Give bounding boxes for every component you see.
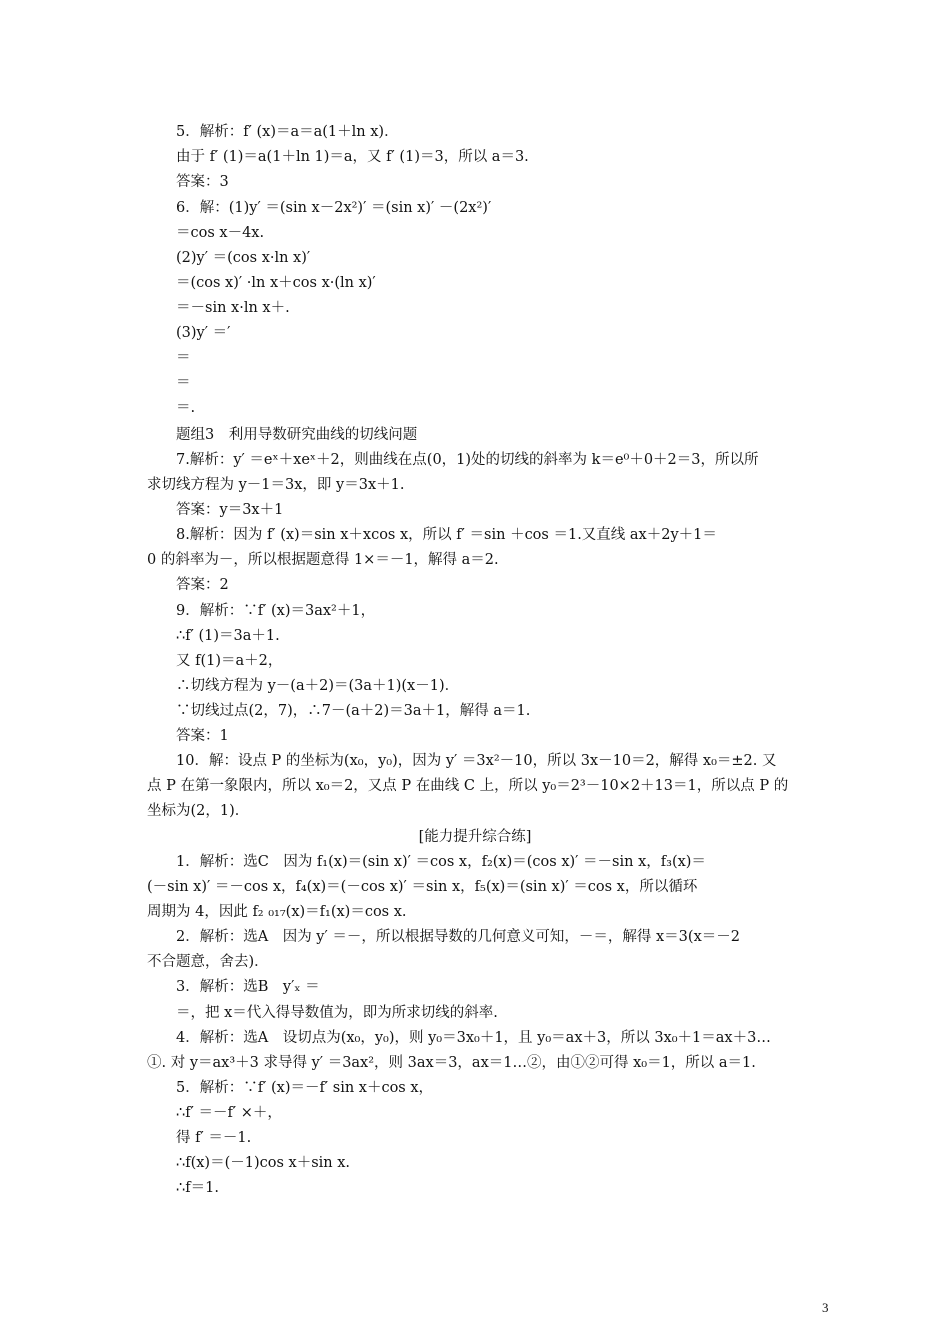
text-line: 坐标为(2，1)．	[147, 803, 250, 819]
text-line: 不合题意，舍去)．	[147, 954, 269, 970]
text-line: (3)y′ ＝′	[176, 325, 231, 341]
page-number: 3	[822, 1300, 829, 1315]
text-line: 7.解析：y′ ＝eˣ＋xeˣ＋2，则曲线在点(0，1)处的切线的斜率为 k＝e⁰＋0＋2＝3，所以所	[176, 452, 759, 468]
text-line: 1．解析：选C 因为 f₁(x)＝(sin x)′ ＝cos x，f₂(x)＝(cos x)′ ＝－sin x，f₃(x)＝	[176, 854, 706, 870]
text-line: 2．解析：选A 因为 y′ ＝－，所以根据导数的几何意义可知，－＝，解得 x＝3(x＝－2	[176, 929, 740, 945]
text-line: 5．解析：∵f′ (x)＝－f′ sin x＋cos x，	[176, 1080, 434, 1096]
text-line: 答案：y＝3x＋1	[176, 502, 284, 518]
text-line: 又 f(1)＝a＋2，	[176, 653, 283, 669]
text-line: ＝	[176, 375, 191, 391]
text-line: 点 P 在第一象限内，所以 x₀＝2，又点 P 在曲线 C 上，所以 y₀＝2³－10×2＋13＝1，所以点 P 的	[147, 778, 789, 794]
text-line: 3．解析：选B y′ₓ ＝	[176, 979, 320, 995]
text-line: ∴f(x)＝(－1)cos x＋sin x.	[176, 1155, 351, 1171]
text-line: ∴f＝1.	[176, 1180, 219, 1196]
text-line: ∴切线方程为 y－(a＋2)＝(3a＋1)(x－1)．	[176, 678, 460, 694]
text-line: (2)y′ ＝(cos x·ln x)′	[176, 250, 311, 266]
text-line: ①. 对 y＝ax³＋3 求导得 y′ ＝3ax²，则 3ax＝3，ax＝1…②，由①②可得 x₀＝1，所以 a＝1.	[147, 1055, 756, 1071]
text-line: 求切线方程为 y－1＝3x，即 y＝3x＋1.	[147, 477, 405, 493]
text-line: ＝－sin x·ln x＋.	[176, 300, 290, 316]
text-line: 4．解析：选A 设切点为(x₀，y₀)，则 y₀＝3x₀＋1，且 y₀＝ax＋3，所以 3x₀＋1＝ax＋3…	[176, 1030, 771, 1046]
text-line: 0 的斜率为－，所以根据题意得 1×＝－1，解得 a＝2.	[147, 552, 499, 568]
text-line: 10．解：设点 P 的坐标为(x₀，y₀)，因为 y′ ＝3x²－10，所以 3x－10＝2，解得 x₀＝±2. 又	[176, 753, 777, 769]
text-line: ∴f′ (1)＝3a＋1.	[176, 628, 280, 644]
text-line: ＝，把 x＝代入得导数值为，即为所求切线的斜率.	[176, 1005, 498, 1021]
text-line: 5．解析：f′ (x)＝a＝a(1＋ln x)．	[176, 124, 399, 140]
text-line: ∵切线过点(2，7)，∴7－(a＋2)＝3a＋1，解得 a＝1.	[176, 703, 531, 719]
text-line: 答案：3	[176, 174, 229, 190]
text-line: ＝.	[176, 400, 196, 416]
text-line: ＝	[176, 350, 191, 366]
text-line: 由于 f′ (1)＝a(1＋ln 1)＝a，又 f′ (1)＝3，所以 a＝3.	[176, 149, 529, 165]
text-line: 6．解：(1)y′ ＝(sin x－2x²)′ ＝(sin x)′ －(2x²)′	[176, 200, 492, 216]
text-line: 答案：2	[176, 577, 229, 593]
text-line: 9．解析：∵f′ (x)＝3ax²＋1，	[176, 603, 376, 619]
text-line: ＝(cos x)′ ·ln x＋cos x·(ln x)′	[176, 275, 376, 291]
text-line: 8.解析：因为 f′ (x)＝sin x＋xcos x，所以 f′ ＝sin ＋cos ＝1.又直线 ax＋2y＋1＝	[176, 527, 717, 543]
section-heading: 题组3 利用导数研究曲线的切线问题	[176, 427, 418, 443]
section-heading: [能力提升综合练]	[418, 829, 532, 845]
text-line: 得 f′ ＝－1.	[176, 1130, 252, 1146]
text-line: ＝cos x－4x.	[176, 225, 265, 241]
text-line: 周期为 4，因此 f₂ ₀₁₇(x)＝f₁(x)＝cos x.	[147, 904, 407, 920]
text-line: (－sin x)′ ＝－cos x，f₄(x)＝(－cos x)′ ＝sin x，f₅(x)＝(sin x)′ ＝cos x，所以循环	[147, 879, 698, 895]
text-line: ∴f′ ＝－f′ ×＋，	[176, 1105, 282, 1121]
text-line: 答案：1	[176, 728, 229, 744]
